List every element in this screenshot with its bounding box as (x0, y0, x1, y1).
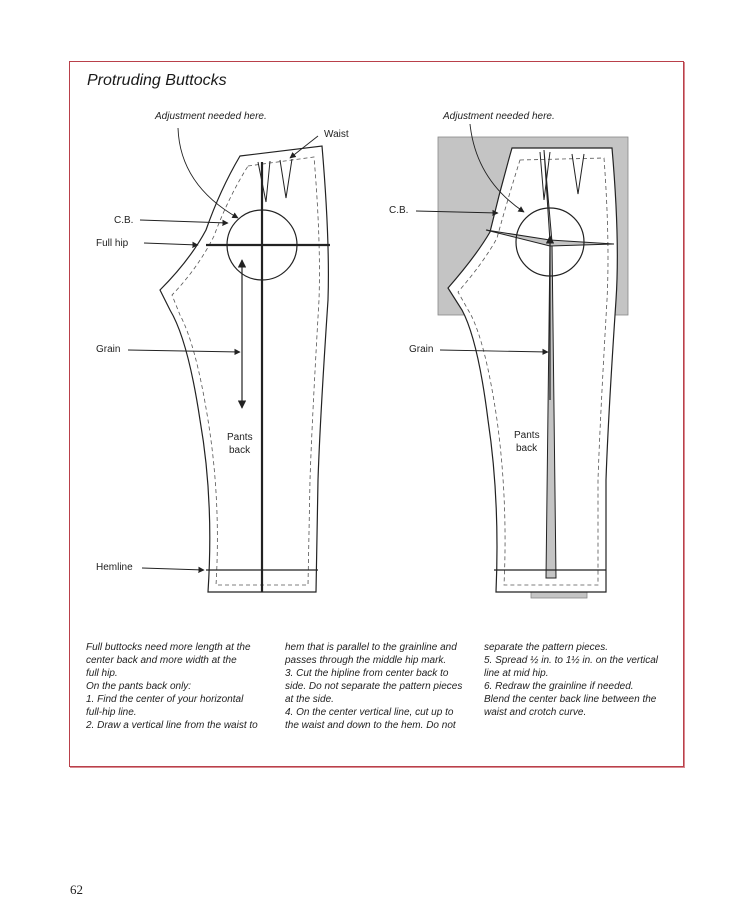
left-hemline-arrow (142, 568, 204, 570)
right-cb-label: C.B. (389, 205, 409, 216)
left-adjustment-label: Adjustment needed here. (155, 111, 267, 122)
right-back-label: back (516, 443, 538, 454)
right-grain-label: Grain (409, 344, 434, 355)
right-adjustment-label: Adjustment needed here. (443, 111, 555, 122)
full-hip-label: Full hip (96, 238, 129, 249)
instruction-text-3: separate the pattern pieces. 5. Spread ½ in. to 1½ in. on the vertical line at mid hip. 6. Redraw the grainline if needed. Blend the center back line between the waist and crotch curve. (484, 642, 658, 718)
left-back-label: back (229, 445, 251, 456)
instruction-text-1: Full buttocks need more length at the center back and more width at the full hip. On the pants back only: 1. Find the center of your horizontal full-hip line. 2. Draw a vertical line from the waist to (86, 642, 258, 731)
page-title: Protruding Buttocks (87, 72, 227, 89)
left-pants-pattern (96, 111, 349, 592)
instruction-column-1 (86, 641, 276, 732)
left-pants-label: Pants (227, 432, 253, 443)
left-grain-label: Grain (96, 344, 121, 355)
left-full-hip-arrow (144, 243, 198, 245)
instruction-column-3 (484, 641, 679, 719)
left-pattern-outline (160, 146, 328, 592)
right-pants-label: Pants (514, 430, 540, 441)
hemline-label: Hemline (96, 562, 133, 573)
left-cb-label: C.B. (114, 215, 134, 226)
page-number: 62 (70, 882, 83, 897)
instruction-column-2 (285, 641, 475, 732)
instruction-text-2: hem that is parallel to the grainline and passes through the middle hip mark. 3. Cut the hipline from center back to side. Do not separate the pattern pieces at the side. 4. On the center vertical line, cut up to the waist and down to the hem. Do not (285, 642, 463, 731)
waist-label: Waist (324, 129, 349, 140)
right-pants-pattern (389, 111, 628, 598)
